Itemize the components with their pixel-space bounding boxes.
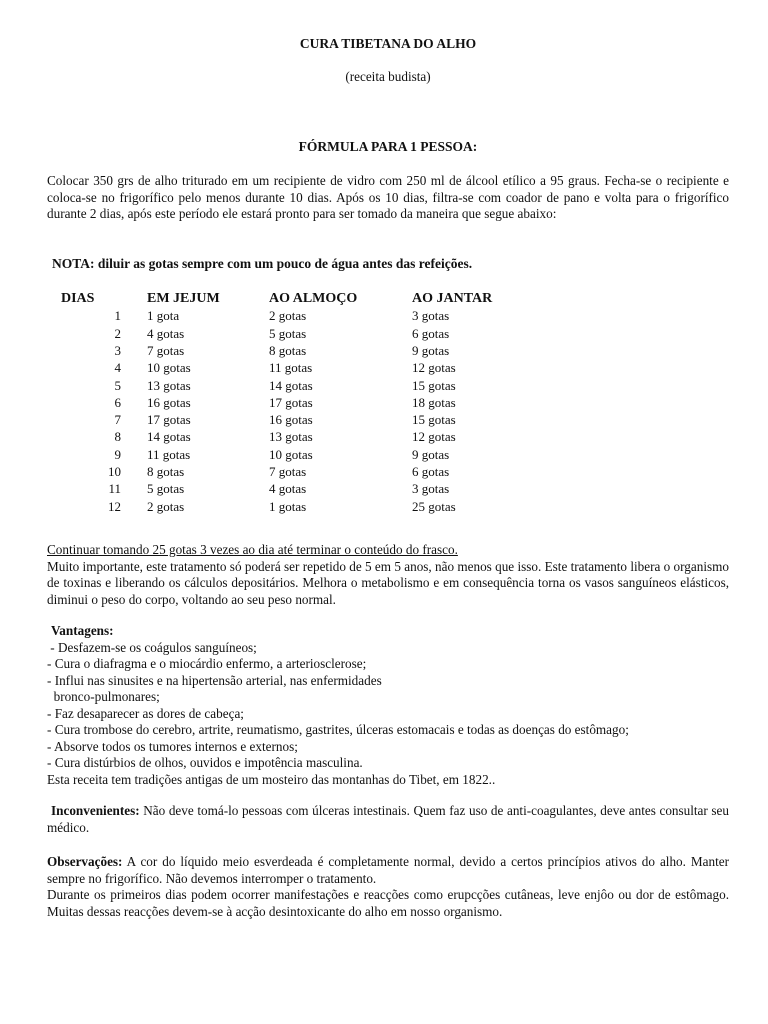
- document-subtitle: (receita budista): [345, 69, 431, 84]
- table-row: [61, 481, 532, 498]
- cell-jantar: 15 gotas: [412, 377, 456, 393]
- cell-almoco: 14 gotas: [269, 377, 313, 393]
- formula-heading: FÓRMULA PARA 1 PESSOA:: [298, 139, 478, 154]
- cell-dia: 5: [114, 377, 121, 393]
- table-row: [61, 464, 532, 481]
- cell-dia: 8: [114, 429, 121, 445]
- document-title: CURA TIBETANA DO ALHO: [299, 36, 477, 51]
- cell-jantar: 9 gotas: [412, 446, 450, 462]
- cell-dia: 11: [108, 481, 121, 497]
- header-em-jejum: EM JEJUM: [147, 290, 220, 306]
- cell-almoco: 10 gotas: [269, 446, 313, 462]
- nota-line: NOTA: diluir as gotas sempre com um pouco de água antes das refeições.: [52, 256, 473, 271]
- table-row: [61, 412, 532, 429]
- list-item: - Faz desaparecer as dores de cabeça;: [47, 705, 244, 721]
- cell-almoco: 17 gotas: [269, 394, 313, 410]
- cell-dia: 4: [114, 360, 121, 376]
- continuation-line: Continuar tomando 25 gotas 3 vezes ao dia até terminar o conteúdo do frasco.: [47, 542, 458, 557]
- importance-paragraph: Muito importante, este tratamento só poderá ser repetido de 5 em 5 anos, não menos que isso. Este tratamento libera o organismo de toxinas e liberando os cálculos depositários. Melhora o metabolismo e em consequência torna os vasos sanguíneos elásticos, diminui o peso do corpo, voltando ao seu peso normal.: [47, 558, 729, 607]
- cell-jejum: 8 gotas: [147, 464, 185, 480]
- cell-jejum: 14 gotas: [147, 429, 191, 445]
- cell-dia: 9: [114, 446, 121, 462]
- cell-almoco: 8 gotas: [269, 342, 307, 358]
- dosage-table: [61, 290, 532, 516]
- cell-jejum: 16 gotas: [147, 394, 191, 410]
- table-row: [61, 377, 532, 394]
- list-item: bronco-pulmonares;: [47, 689, 160, 704]
- cell-dia: 10: [108, 464, 121, 480]
- cell-almoco: 13 gotas: [269, 429, 313, 445]
- cell-jantar: 15 gotas: [412, 412, 456, 428]
- list-item: - Cura trombose do cerebro, artrite, reumatismo, gastrites, úlceras estomacais e todas as doenças do estômago;: [47, 722, 629, 737]
- cell-dia: 6: [114, 394, 121, 410]
- cell-dia: 12: [108, 498, 121, 514]
- cell-dia: 7: [114, 412, 121, 428]
- cell-almoco: 11 gotas: [269, 360, 313, 376]
- cell-almoco: 16 gotas: [269, 412, 313, 428]
- cell-jantar: 9 gotas: [412, 342, 450, 358]
- table-row: [61, 325, 532, 342]
- cell-jantar: 3 gotas: [412, 308, 450, 324]
- cell-jejum: 10 gotas: [147, 360, 191, 376]
- cell-jejum: 7 gotas: [147, 342, 185, 358]
- cell-almoco: 2 gotas: [269, 308, 307, 324]
- table-row: [61, 429, 532, 446]
- table-row: [61, 308, 532, 325]
- cell-almoco: 4 gotas: [269, 481, 307, 497]
- header-dias: DIAS: [61, 290, 95, 306]
- header-ao-jantar: AO JANTAR: [412, 290, 493, 306]
- cell-dia: 2: [114, 325, 121, 341]
- cell-jejum: 11 gotas: [147, 446, 191, 462]
- list-item: - Cura distúrbios de olhos, ouvidos e impotência masculina.: [47, 755, 363, 770]
- observacoes-text-2: Durante os primeiros dias podem ocorrer manifestações e reacções como erupcções cutâneas, leve enjôo ou dor de estômago. Muitas dessas reacções devem-se à acção desintoxicante do alho em nosso organismo.: [47, 887, 729, 919]
- cell-almoco: 1 gotas: [269, 498, 307, 514]
- vantagens-closing: Esta receita tem tradições antigas de um mosteiro das montanhas do Tibet, em 1822..: [47, 771, 496, 787]
- vantagens-section: [47, 623, 737, 788]
- list-item: - Desfazem-se os coágulos sanguíneos;: [47, 639, 257, 655]
- table-row: [61, 446, 532, 463]
- observacoes-text: A cor do líquido meio esverdeada é completamente normal, devido a certos princípios ativos do alho. Manter sempre no frigorífico. Não devemos interromper o tratamento.: [47, 854, 729, 886]
- cell-almoco: 7 gotas: [269, 464, 307, 480]
- cell-jejum: 1 gota: [147, 308, 180, 324]
- inconvenientes-paragraph: [47, 803, 729, 836]
- cell-jantar: 18 gotas: [412, 394, 456, 410]
- cell-jantar: 12 gotas: [412, 360, 456, 376]
- cell-jantar: 25 gotas: [412, 498, 456, 514]
- continuation-section: [47, 542, 729, 608]
- cell-jejum: 17 gotas: [147, 412, 191, 428]
- observacoes-paragraph: [47, 854, 729, 920]
- table-row: [61, 394, 532, 411]
- header-ao-almoco: AO ALMOÇO: [269, 290, 358, 306]
- cell-jantar: 12 gotas: [412, 429, 456, 445]
- cell-jejum: 2 gotas: [147, 498, 185, 514]
- table-row: [61, 498, 532, 515]
- cell-almoco: 5 gotas: [269, 325, 307, 341]
- table-row: [61, 343, 532, 360]
- list-item: - Influi nas sinusites e na hipertensão arterial, nas enfermidades: [47, 672, 382, 688]
- table-row: [61, 360, 532, 377]
- cell-dia: 3: [114, 342, 121, 358]
- list-item: - Cura o diafragma e o miocárdio enfermo, a arteriosclerose;: [47, 656, 367, 671]
- vantagens-heading: Vantagens:: [51, 623, 114, 638]
- inconvenientes-label: Inconvenientes:: [51, 803, 140, 818]
- cell-jantar: 6 gotas: [412, 464, 450, 480]
- observacoes-label: Observações:: [47, 854, 123, 869]
- cell-jejum: 5 gotas: [147, 481, 185, 497]
- cell-jantar: 6 gotas: [412, 325, 450, 341]
- list-item: - Absorve todos os tumores internos e externos;: [47, 738, 298, 754]
- intro-paragraph: Colocar 350 grs de alho triturado em um recipiente de vidro com 250 ml de álcool etílico a 95 graus. Fecha-se o recipiente e coloca-se no frigorífico pelo menos durante 10 dias. Após os 10 dias, filtra-se com coador de pano e volta para o frigorífico durante 2 dias, após este período ele estará pronto para ser tomado da maneira que segue abaixo:: [47, 173, 729, 221]
- cell-jantar: 3 gotas: [412, 481, 450, 497]
- dosage-table-header: [61, 290, 532, 308]
- cell-dia: 1: [114, 308, 121, 324]
- cell-jejum: 4 gotas: [147, 325, 185, 341]
- inconvenientes-text: Não deve tomá-lo pessoas com úlceras intestinais. Quem faz uso de anti-coagulantes, deve antes consultar seu médico.: [47, 803, 729, 835]
- cell-jejum: 13 gotas: [147, 377, 191, 393]
